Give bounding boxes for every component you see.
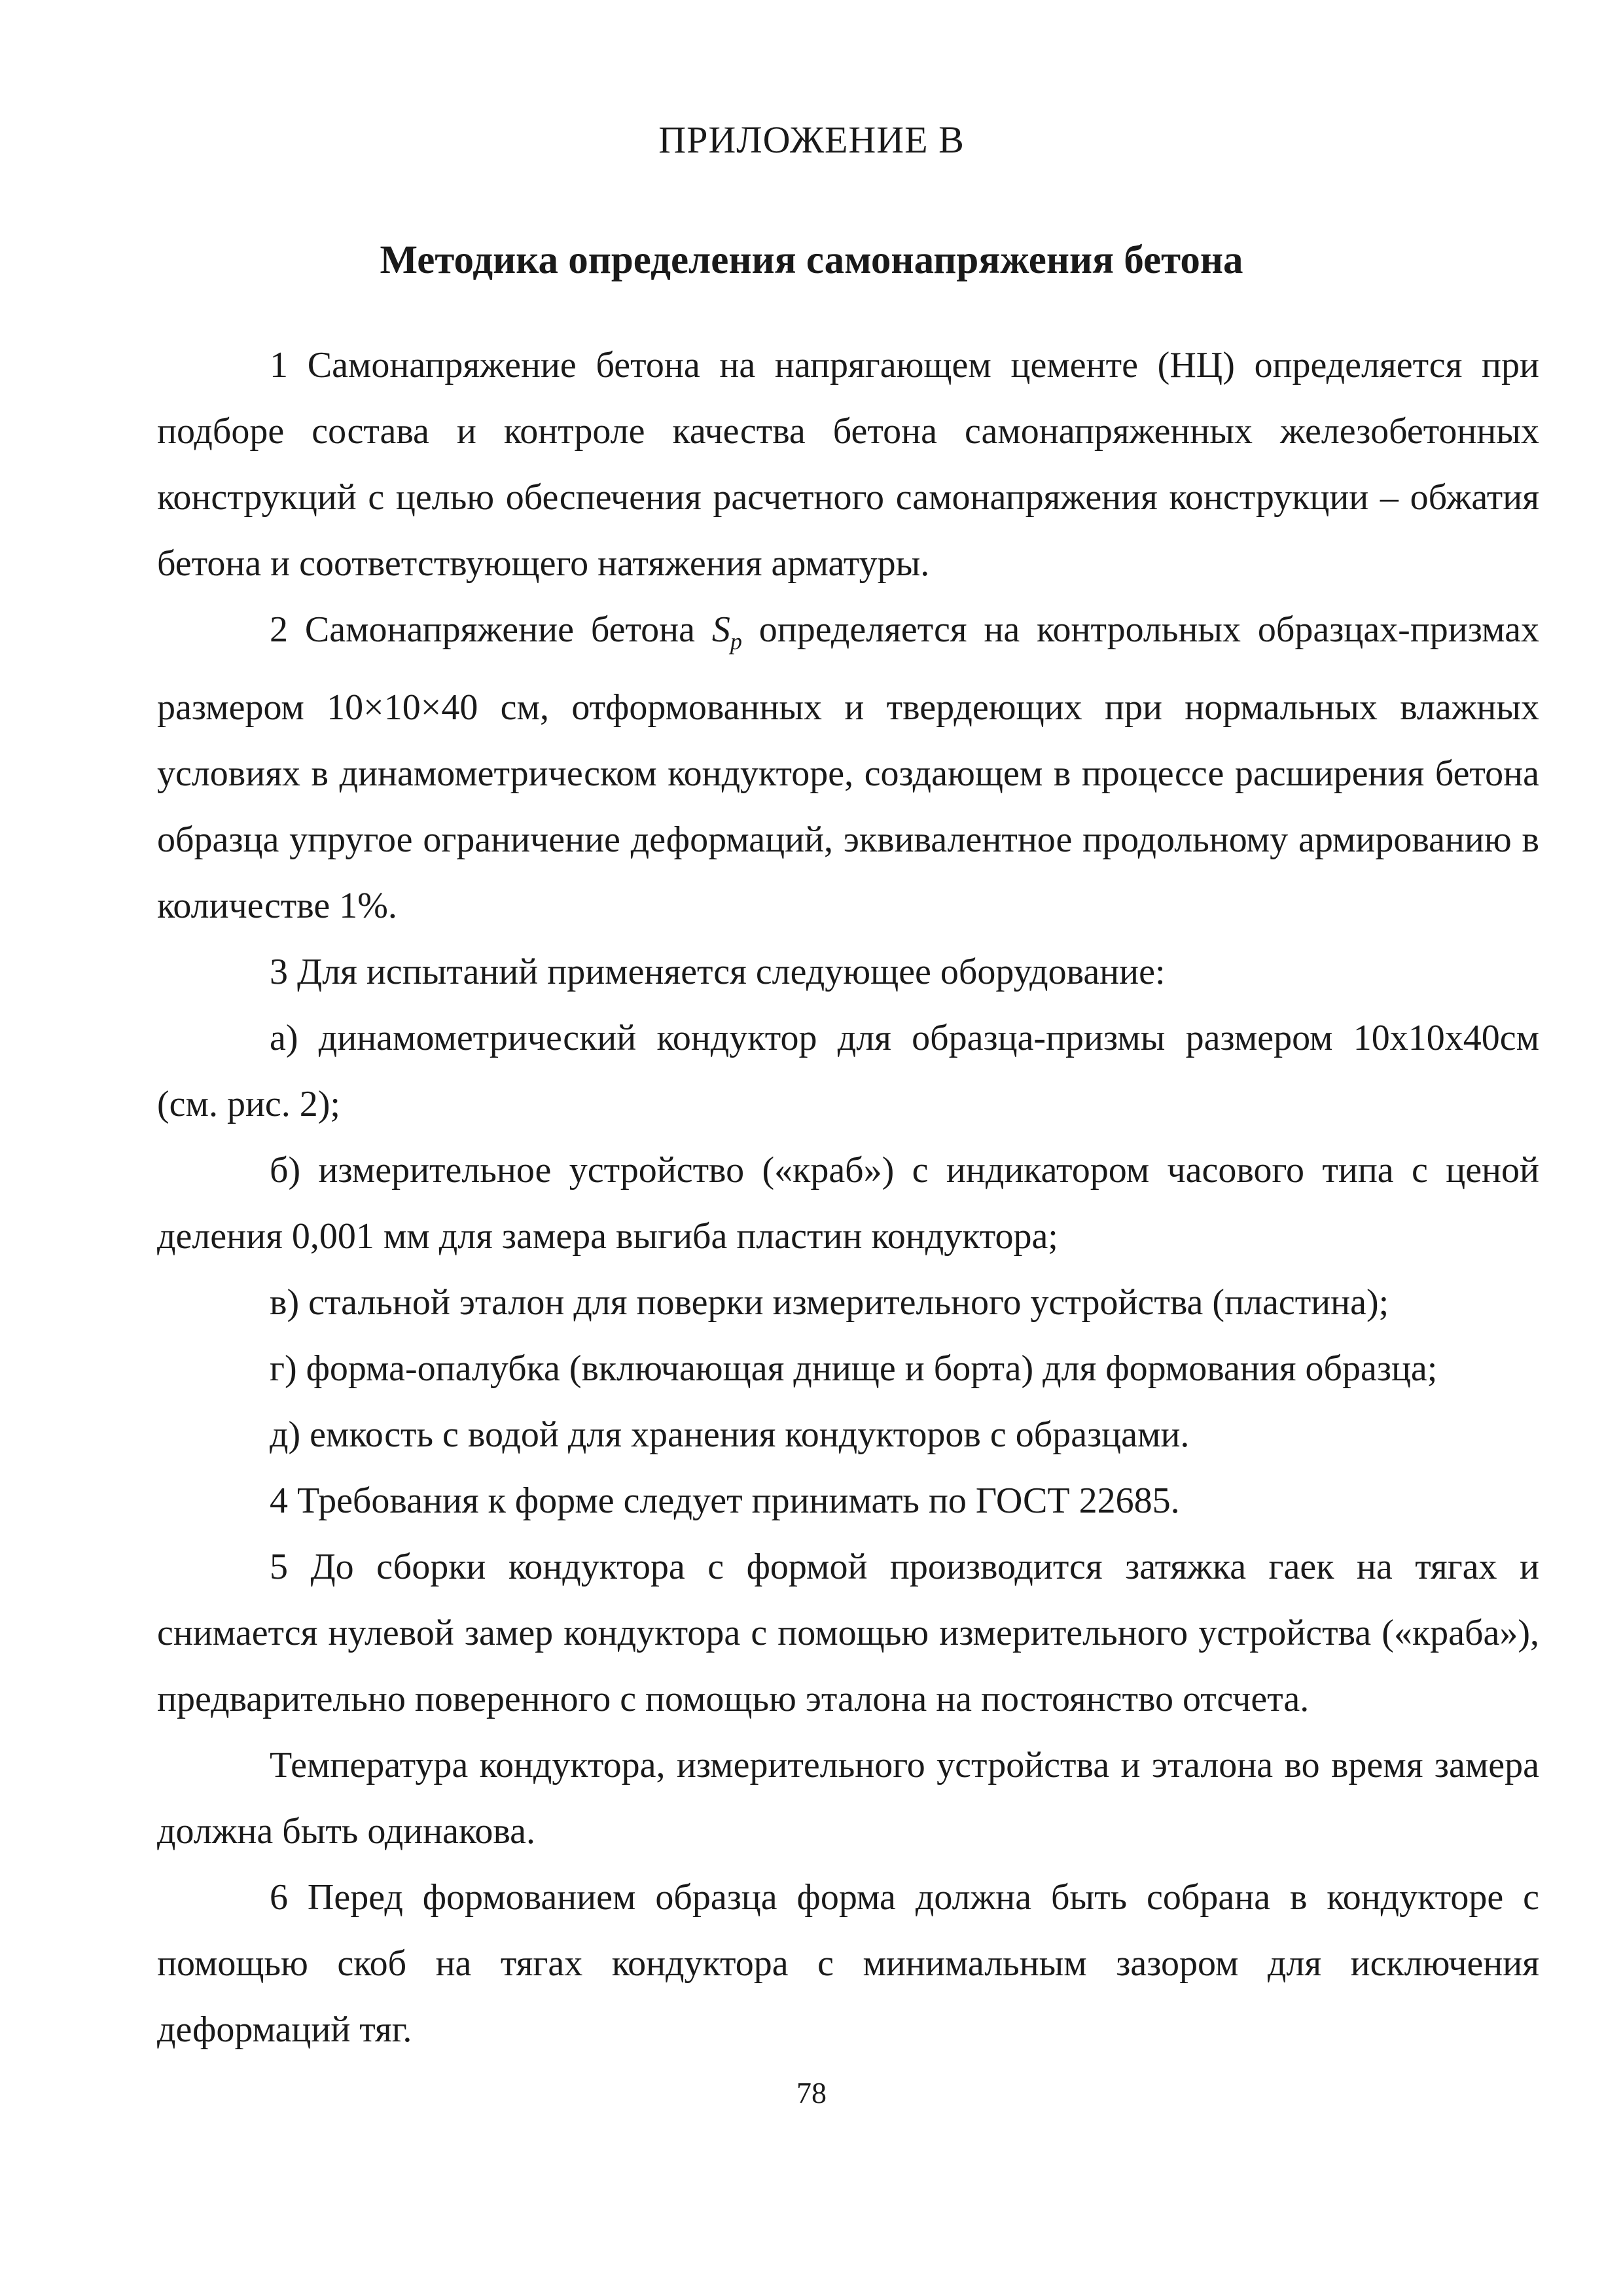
equipment-item-d: г) форма-опалубка (включающая днище и борта) для формования образца; (270, 1348, 1438, 1389)
paragraph-3: 3 Для испытаний применяется следующее оборудование: (270, 952, 1166, 992)
equipment-item-b: б) измерительное устройство («краб») с индикатором часового типа с ценой деления 0,001 мм для замера выгиба пластин кондуктора; (157, 1150, 1539, 1257)
paragraph-5-temperature: Температура кондуктора, измерительного устройства и эталона во время замера должна быть одинакова. (157, 1745, 1539, 1852)
paragraph-2-start: 2 Самонапряжение бетона (270, 609, 712, 650)
paragraph-4: 4 Требования к форме следует принимать по ГОСТ 22685. (270, 1480, 1180, 1521)
document-title: Методика определения самонапряжения бетона (380, 238, 1243, 282)
paragraph-5: 5 До сборки кондуктора с формой производится затяжка гаек на тягах и снимается нулевой замер кондуктора с помощью измерительного устройства («краба»), предварительно поверенного с помощью эталона на постоянство отсчета. (157, 1547, 1539, 1719)
body-text (157, 332, 1539, 2063)
paragraph-2 (157, 597, 1539, 939)
self-stress-symbol: S (711, 609, 730, 650)
paragraph-2-end: определяется на контрольных образцах-призмах размером 10×10×40 см, отформованных и твердеющих при нормальных влажных условиях в динамометрическом кондукторе, создающем в процессе расширения бетона образца упругое ограничение деформаций, эквивалентное продольному армированию в количестве 1%. (157, 609, 1539, 926)
equipment-item-a: а) динамометрический кондуктор для образца-призмы размером 10х10х40см (см. рис. 2); (157, 1018, 1539, 1124)
paragraph-1: 1 Самонапряжение бетона на напрягающем цементе (НЦ) определяется при подборе состава и контроле качества бетона самонапряженных железобетонных конструкций с целью обеспечения расчетного самонапряжения конструкции – обжатия бетона и соответствующего натяжения арматуры. (157, 345, 1539, 584)
equipment-item-e: д) емкость с водой для хранения кондукторов с образцами. (270, 1414, 1190, 1455)
page-number: 78 (796, 2076, 827, 2109)
equipment-item-c: в) стальной эталон для поверки измерительного устройства (пластина); (270, 1282, 1389, 1323)
paragraph-6: 6 Перед формованием образца форма должна быть собрана в кондукторе с помощью скоб на тягах кондуктора с минимальным зазором для исключения деформаций тяг. (157, 1877, 1539, 2050)
appendix-heading: ПРИЛОЖЕНИЕ В (658, 118, 965, 161)
self-stress-subscript: p (730, 628, 742, 655)
